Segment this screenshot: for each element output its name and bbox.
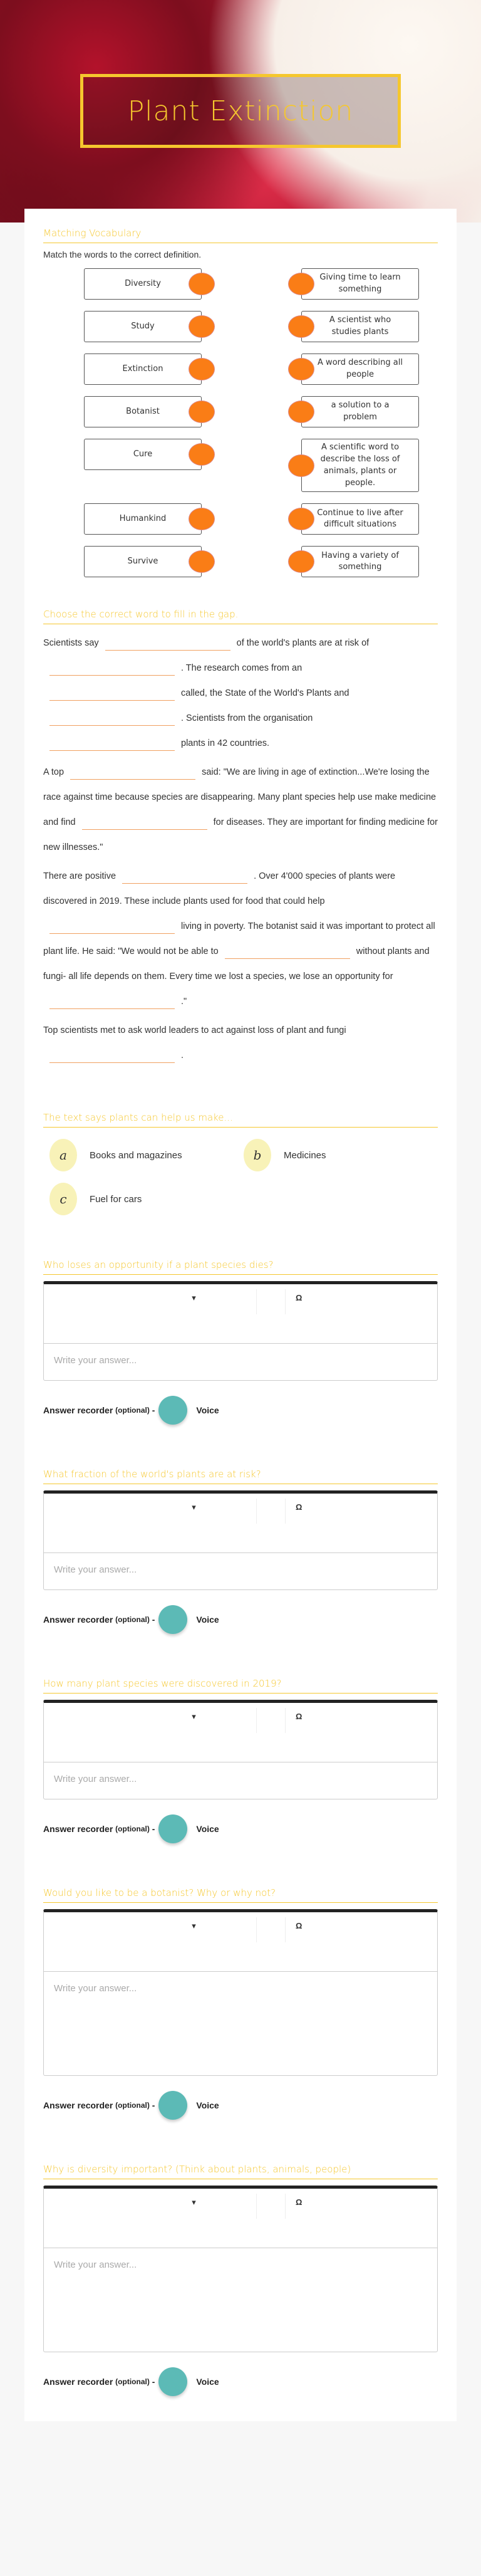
match-definition[interactable] [301,396,419,427]
dash: - [152,1824,155,1835]
connector-dot[interactable] [288,401,314,423]
special-character-icon[interactable]: Ω [296,1921,303,1931]
question-title: How many plant species were discovered in 2019? [43,1678,438,1694]
answer-placeholder: Write your answer... [54,2259,137,2271]
choice-letter: a [49,1139,77,1171]
match-term[interactable] [84,311,202,342]
match-term[interactable] [84,353,202,385]
toolbar-separator [257,1708,286,1733]
term-label: Botanist [126,406,160,416]
definition-label: A word describing all people [318,358,403,379]
connector-dot[interactable] [189,358,215,380]
toolbar-separator [257,1289,286,1314]
recorder-label: Answer recorder [43,1405,113,1416]
text: of the world's plants are at risk of [236,638,370,649]
editor-toolbar [44,1912,437,1972]
gap-input[interactable] [49,920,175,934]
term-label: Survive [127,556,158,566]
format-dropdown-caret-icon[interactable]: ▾ [192,1712,196,1722]
dash: - [152,2100,155,2111]
editor-toolbar [44,1703,437,1762]
connector-dot[interactable] [288,315,314,338]
match-term[interactable] [84,268,202,300]
record-voice-button[interactable] [158,1396,187,1425]
match-row [84,353,419,385]
question-title: Why is diversity important? (Think about plants, animals, people) [43,2164,438,2179]
choice-option[interactable] [49,1183,244,1215]
recorder-optional: (optional) [115,1406,150,1415]
recorder-label: Answer recorder [43,2377,113,2387]
answer-placeholder: Write your answer... [54,1774,137,1785]
editor-toolbar [44,1494,437,1553]
connector-dot[interactable] [288,508,314,530]
open-question [43,1259,438,1425]
text: . Scientists from the organisation [181,713,313,724]
gap-input[interactable] [70,766,195,780]
rich-text-editor [43,1700,438,1799]
term-label: Diversity [125,278,161,288]
gap-input[interactable] [105,637,230,651]
term-label: Extinction [122,364,163,374]
match-term[interactable] [84,439,202,470]
match-definition[interactable] [301,268,419,300]
gap-input[interactable] [49,995,175,1009]
record-voice-button[interactable] [158,1814,187,1843]
connector-dot[interactable] [288,454,314,477]
connector-dot[interactable] [189,273,215,295]
format-dropdown-caret-icon[interactable]: ▾ [192,1921,196,1931]
choice-letter: c [49,1183,77,1215]
answer-placeholder: Write your answer... [54,1983,137,1994]
answer-recorder [43,1605,438,1634]
text: . [181,1050,184,1061]
editor-toolbar [44,2189,437,2248]
gap-input[interactable] [49,662,175,676]
answer-placeholder: Write your answer... [54,1564,137,1576]
text: ." [181,997,187,1007]
gap-input[interactable] [49,687,175,701]
answer-input[interactable] [44,1553,437,1589]
rich-text-editor [43,1909,438,2076]
connector-dot[interactable] [189,508,215,530]
choice-option[interactable] [49,1139,244,1171]
connector-dot[interactable] [189,401,215,423]
definition-label: A scientific word to describe the loss of animals, plants or people. [320,442,400,488]
dash: - [152,1405,155,1416]
recorder-optional: (optional) [115,1825,150,1834]
gap-input[interactable] [49,737,175,751]
text: . Over 4'000 species of plants were discovered in 2019. These include plants used for food that could help [43,871,396,907]
page-title: Plant Extinction [127,95,354,127]
format-dropdown-caret-icon[interactable]: ▾ [192,1502,196,1512]
gap-input[interactable] [49,1049,175,1063]
answer-recorder [43,1814,438,1843]
answer-input[interactable] [44,1972,437,2075]
match-row [84,396,419,427]
definition-label: Continue to live after difficult situations [317,508,403,530]
multiple-choice-section [43,1112,438,1215]
definition-label: Having a variety of something [321,550,399,572]
connector-dot[interactable] [189,443,215,466]
choice-letter: b [244,1139,271,1171]
question-title: What fraction of the world's plants are at risk? [43,1469,438,1484]
gap-paragraph [43,1018,438,1068]
answer-placeholder: Write your answer... [54,1355,137,1366]
recorder-optional: (optional) [115,2377,150,2387]
answer-input[interactable] [44,1344,437,1380]
definition-label: a solution to a problem [331,401,390,422]
special-character-icon[interactable]: Ω [296,1502,303,1512]
gap-paragraph [43,631,438,756]
text: plants in 42 countries. [181,738,270,749]
open-question [43,1678,438,1843]
text: A top [43,767,65,778]
match-row [84,311,419,342]
format-dropdown-caret-icon[interactable]: ▾ [192,1293,196,1303]
choice-label: Medicines [284,1149,326,1161]
voice-label: Voice [196,1405,219,1416]
toolbar-separator [257,1917,286,1942]
match-term[interactable] [84,503,202,535]
term-label: Study [131,321,155,331]
match-term[interactable] [84,396,202,427]
text: Scientists say [43,638,99,649]
section-title: Matching Vocabulary [43,228,438,243]
match-definition[interactable] [301,439,419,492]
choice-option[interactable] [244,1139,432,1171]
record-voice-button[interactable] [158,2091,187,2120]
match-row [84,503,419,535]
definition-label: Giving time to learn something [319,273,401,294]
gap-input[interactable] [82,816,207,830]
recorder-label: Answer recorder [43,1615,113,1625]
match-row [84,546,419,577]
toolbar-separator [257,1499,286,1524]
format-dropdown-caret-icon[interactable]: ▾ [192,2197,196,2207]
term-label: Humankind [119,513,167,523]
special-character-icon[interactable]: Ω [296,2197,303,2207]
choice-label: Books and magazines [90,1149,182,1161]
match-definition[interactable] [301,353,419,385]
match-row [84,439,419,492]
text: for diseases. They are important for finding medicine for new illnesses." [43,817,438,853]
answer-recorder [43,2091,438,2120]
worksheet-card [24,209,457,2421]
connector-dot[interactable] [288,273,314,295]
recorder-label: Answer recorder [43,2100,113,2111]
gapfill-section [43,609,438,1068]
connector-dot[interactable] [288,358,314,380]
match-row [84,268,419,300]
recorder-optional: (optional) [115,2101,150,2110]
text: called, the State of the World's Plants and [181,688,349,699]
text: without plants and fungi- all life depends on them. Every time we lost a species, we lose an opportunity for [43,946,430,982]
question-title: Would you like to be a botanist? Why or why not? [43,1887,438,1903]
connector-dot[interactable] [189,550,215,573]
toolbar-separator [257,2194,286,2219]
match-definition[interactable] [301,546,419,577]
rich-text-editor [43,2186,438,2352]
term-label: Cure [133,449,153,459]
definition-label: A scientist who studies plants [329,315,391,337]
match-term[interactable] [84,546,202,577]
answer-input[interactable] [44,2248,437,2352]
section-title: The text says plants can help us make... [43,1112,438,1128]
answer-recorder [43,2367,438,2396]
recorder-optional: (optional) [115,1615,150,1625]
recorder-label: Answer recorder [43,1824,113,1835]
text: There are positive [43,871,116,882]
answer-recorder [43,1396,438,1425]
connector-dot[interactable] [288,550,314,573]
gap-paragraph [43,760,438,860]
open-question [43,1887,438,2120]
editor-toolbar [44,1284,437,1344]
record-voice-button[interactable] [158,2367,187,2396]
title-box [80,74,401,148]
open-question [43,1469,438,1634]
text: Top scientists met to ask world leaders to act against loss of plant and fungi [43,1025,346,1036]
question-title: Who loses an opportunity if a plant species dies? [43,1259,438,1275]
text: . The research comes from an [181,663,303,674]
instruction: Match the words to the correct definition. [43,249,202,259]
dash: - [152,2377,155,2387]
rich-text-editor [43,1281,438,1381]
text: living in poverty. The botanist said it was important to protect all plant life. He said: "We would not be able to [43,921,435,957]
voice-label: Voice [196,2100,219,2111]
special-character-icon[interactable]: Ω [296,1712,303,1722]
choice-label: Fuel for cars [90,1193,142,1205]
connector-dot[interactable] [189,315,215,338]
voice-label: Voice [196,1615,219,1625]
answer-input[interactable] [44,1762,437,1799]
gap-input[interactable] [225,945,350,959]
match-definition[interactable] [301,311,419,342]
section-title: Choose the correct word to fill in the gap. [43,609,438,624]
voice-label: Voice [196,1824,219,1835]
gap-input[interactable] [49,712,175,726]
record-voice-button[interactable] [158,1605,187,1634]
matching-section [43,228,438,577]
text: said: "We are living in age of extinction...We're losing the race against time because species are disappearing. Many plant species help use make medicine and find [43,767,437,828]
open-question [43,2164,438,2396]
match-definition[interactable] [301,503,419,535]
gap-input[interactable] [122,870,247,884]
rich-text-editor [43,1490,438,1590]
dash: - [152,1615,155,1625]
special-character-icon[interactable]: Ω [296,1293,303,1303]
header-banner [0,0,481,223]
voice-label: Voice [196,2377,219,2387]
gap-paragraph [43,864,438,1014]
